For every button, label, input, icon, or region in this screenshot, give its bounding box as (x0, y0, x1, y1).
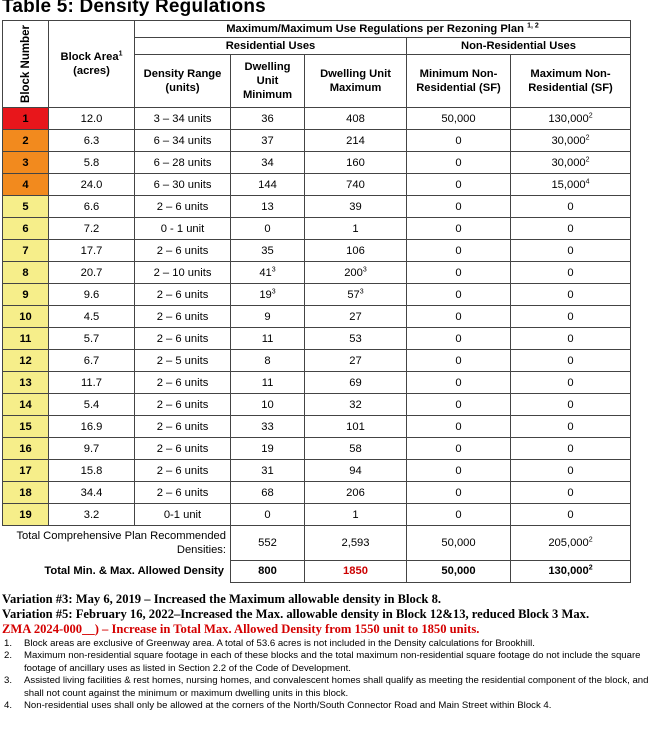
total-allowed-label: Total Min. & Max. Allowed Density (44, 565, 224, 577)
density-range-cell: 3 – 34 units (135, 108, 231, 130)
du-min-cell: 0 (231, 504, 305, 526)
du-max-cell: 740 (305, 174, 407, 196)
density-range-cell: 2 – 6 units (135, 394, 231, 416)
density-range-cell: 2 – 6 units (135, 240, 231, 262)
block-number-cell: 12 (3, 350, 49, 372)
block-area-cell: 20.7 (49, 262, 135, 284)
block-area-cell: 6.7 (49, 350, 135, 372)
variation-3-note: Variation #3: May 6, 2019 – Increased the Maximum allowable density in Block 8. (2, 592, 442, 606)
max-nonres-cell: 0 (511, 284, 631, 306)
du-maximum-header: Dwelling Unit Maximum (305, 55, 407, 108)
block-area-cell: 7.2 (49, 218, 135, 240)
min-nonres-cell: 0 (407, 196, 511, 218)
block-area-cell: 17.7 (49, 240, 135, 262)
block-area-cell: 9.6 (49, 284, 135, 306)
table-row (3, 218, 631, 240)
density-range-cell: 2 – 6 units (135, 284, 231, 306)
max-nonres-cell: 0 (511, 460, 631, 482)
block-area-cell: 12.0 (49, 108, 135, 130)
density-range-cell: 0 - 1 unit (135, 218, 231, 240)
zma-note: ZMA 2024-000__) – Increase in Total Max. Allowed Density from 1550 unit to 1850 units. (2, 622, 480, 636)
du-min-cell: 31 (231, 460, 305, 482)
max-nonres-cell: 0 (511, 328, 631, 350)
block-number-cell: 3 (3, 152, 49, 174)
block-number-cell: 10 (3, 306, 49, 328)
max-nonres-cell: 0 (511, 416, 631, 438)
min-nonres-cell: 50,000 (407, 108, 511, 130)
min-nonres-cell: 0 (407, 130, 511, 152)
footnote-text: Non-residential uses shall only be allowed at the corners of the North/South Connector Road and Main Street within Block 4. (24, 700, 552, 712)
min-nonres-cell: 0 (407, 240, 511, 262)
min-nonres-cell: 0 (407, 460, 511, 482)
block-area-cell: 11.7 (49, 372, 135, 394)
du-min-cell: 19 (231, 438, 305, 460)
du-min-cell: 144 (231, 174, 305, 196)
max-nonres-cell: 130,000$^2$ (511, 108, 631, 130)
max-nonres-cell: 0 (511, 240, 631, 262)
footnote-number: 3. (4, 675, 13, 687)
max-nonres-cell: 0 (511, 350, 631, 372)
total-allowed-du-min: 800 (231, 560, 305, 582)
du-max-cell: 101 (305, 416, 407, 438)
du-min-cell: 9 (231, 306, 305, 328)
min-nonres-cell: 0 (407, 504, 511, 526)
min-nonres-cell: 0 (407, 174, 511, 196)
min-nonres-cell: 0 (407, 284, 511, 306)
block-area-cell: 6.6 (49, 196, 135, 218)
total-allowed-du-max: 1850 (305, 560, 407, 582)
block-number-cell: 16 (3, 438, 49, 460)
footnote-item (4, 675, 652, 700)
footnotes-list (4, 638, 652, 712)
density-range-cell: 2 – 6 units (135, 416, 231, 438)
max-nonres-cell: 0 (511, 196, 631, 218)
block-number-cell: 5 (3, 196, 49, 218)
block-number-cell: 18 (3, 482, 49, 504)
block-number-cell: 7 (3, 240, 49, 262)
block-number-cell: 11 (3, 328, 49, 350)
total-allowed-max-nonres: 130,000$^2$ (511, 560, 631, 582)
density-range-header: Density Range (units) (135, 55, 231, 108)
du-max-cell: 106 (305, 240, 407, 262)
table-row (3, 240, 631, 262)
footnote-number: 4. (4, 700, 13, 712)
footnote-number: 2. (4, 650, 13, 662)
table-row (3, 460, 631, 482)
density-range-cell: 6 – 34 units (135, 130, 231, 152)
density-range-cell: 2 – 10 units (135, 262, 231, 284)
max-nonres-cell: 0 (511, 504, 631, 526)
du-max-cell: 27 (305, 350, 407, 372)
block-number-cell: 14 (3, 394, 49, 416)
block-number-cell: 6 (3, 218, 49, 240)
non-residential-uses-header: Non-Residential Uses (407, 38, 631, 55)
du-max-cell: 214 (305, 130, 407, 152)
block-area-cell: 15.8 (49, 460, 135, 482)
du-max-cell: 58 (305, 438, 407, 460)
density-range-cell: 2 – 6 units (135, 372, 231, 394)
block-area-cell: 24.0 (49, 174, 135, 196)
du-max-cell: 206 (305, 482, 407, 504)
block-area-cell: 4.5 (49, 306, 135, 328)
residential-uses-header: Residential Uses (135, 38, 407, 55)
du-min-cell: 37 (231, 130, 305, 152)
du-min-cell: $41^3$ (231, 262, 305, 284)
total-plan-label: Total Comprehensive Plan Recommended Densities: (3, 526, 231, 561)
min-nonres-cell: 0 (407, 218, 511, 240)
footnote-text: Assisted living facilities & rest homes, nursing homes, and convalescent homes shall qualify as meeting the residential component of the block, and shall not count against the minimum or maximum dwelling units in this block. (24, 675, 649, 699)
min-nonres-cell: 0 (407, 438, 511, 460)
density-range-cell: 0-1 unit (135, 504, 231, 526)
total-plan-min-nonres: 50,000 (407, 526, 511, 561)
du-min-cell: 35 (231, 240, 305, 262)
footnote-item (4, 700, 652, 712)
block-number-cell: 17 (3, 460, 49, 482)
footnote-text: Maximum non-residential square footage in each of these blocks and the total maximum non-residential square footage do not include the square footage of ancillary uses as listed in Section 2.2 of the Code of Development. (24, 650, 641, 674)
density-range-cell: 2 – 5 units (135, 350, 231, 372)
du-max-cell: 32 (305, 394, 407, 416)
density-range-cell: 2 – 6 units (135, 438, 231, 460)
du-min-cell: 10 (231, 394, 305, 416)
du-max-cell: 408 (305, 108, 407, 130)
table-row (3, 284, 631, 306)
block-number-cell: 19 (3, 504, 49, 526)
table-row (3, 504, 631, 526)
du-minimum-header: Dwelling Unit Minimum (231, 55, 305, 108)
block-number-cell: 8 (3, 262, 49, 284)
footnote-item (4, 650, 652, 675)
du-min-cell: $19^3$ (231, 284, 305, 306)
max-nonres-cell: 0 (511, 372, 631, 394)
du-min-cell: 11 (231, 328, 305, 350)
table-row (3, 394, 631, 416)
max-nonres-cell: 0 (511, 394, 631, 416)
max-nonres-cell: 0 (511, 262, 631, 284)
block-area-cell: 9.7 (49, 438, 135, 460)
page-title: Table 5: Density Regulations (2, 0, 266, 17)
block-number-cell: 9 (3, 284, 49, 306)
du-min-cell: 8 (231, 350, 305, 372)
max-nonres-cell: 0 (511, 218, 631, 240)
footnote-text: Block areas are exclusive of Greenway area. A total of 53.6 acres is not included in the Density calculations for Brookhill. (24, 638, 535, 649)
max-nonres-cell: 0 (511, 482, 631, 504)
du-max-cell: 1 (305, 504, 407, 526)
du-min-cell: 68 (231, 482, 305, 504)
table-row (3, 350, 631, 372)
table-row (3, 438, 631, 460)
min-nonres-cell: 0 (407, 394, 511, 416)
block-number-header: Block Number (3, 21, 49, 108)
table-row (3, 152, 631, 174)
max-nonres-header: Maximum Non-Residential (SF) (511, 55, 631, 108)
max-nonres-cell: 0 (511, 438, 631, 460)
density-range-cell: 2 – 6 units (135, 306, 231, 328)
min-nonres-header: Minimum Non-Residential (SF) (407, 55, 511, 108)
density-range-cell: 6 – 30 units (135, 174, 231, 196)
block-number-cell: 2 (3, 130, 49, 152)
min-nonres-cell: 0 (407, 482, 511, 504)
du-max-cell: 160 (305, 152, 407, 174)
block-area-cell: 5.4 (49, 394, 135, 416)
du-min-cell: 11 (231, 372, 305, 394)
max-nonres-cell: 15,000$^4$ (511, 174, 631, 196)
table-row (3, 108, 631, 130)
du-max-cell: 53 (305, 328, 407, 350)
du-min-cell: 0 (231, 218, 305, 240)
density-regulations-table (2, 20, 631, 583)
density-range-cell: 2 – 6 units (135, 460, 231, 482)
table-row (3, 482, 631, 504)
min-nonres-cell: 0 (407, 372, 511, 394)
block-number-cell: 1 (3, 108, 49, 130)
table-row (3, 416, 631, 438)
footnote-item (4, 638, 652, 650)
block-number-cell: 15 (3, 416, 49, 438)
table-row (3, 328, 631, 350)
footnote-number: 1. (4, 638, 13, 649)
min-nonres-cell: 0 (407, 262, 511, 284)
block-area-header: Block Area$^1$ (acres) (49, 21, 135, 108)
du-max-cell: $57^3$ (305, 284, 407, 306)
min-nonres-cell: 0 (407, 328, 511, 350)
du-min-cell: 34 (231, 152, 305, 174)
density-range-cell: 6 – 28 units (135, 152, 231, 174)
min-nonres-cell: 0 (407, 350, 511, 372)
total-allowed-min-nonres: 50,000 (407, 560, 511, 582)
block-number-cell: 13 (3, 372, 49, 394)
table-row (3, 196, 631, 218)
du-max-cell: 39 (305, 196, 407, 218)
table-row (3, 262, 631, 284)
min-nonres-cell: 0 (407, 416, 511, 438)
max-nonres-cell: 30,000$^2$ (511, 152, 631, 174)
block-area-cell: 3.2 (49, 504, 135, 526)
block-area-cell: 5.7 (49, 328, 135, 350)
du-max-cell: 69 (305, 372, 407, 394)
du-max-cell: $200^3$ (305, 262, 407, 284)
block-number-cell: 4 (3, 174, 49, 196)
min-nonres-cell: 0 (407, 152, 511, 174)
block-area-cell: 34.4 (49, 482, 135, 504)
total-plan-du-min: 552 (231, 526, 305, 561)
du-min-cell: 33 (231, 416, 305, 438)
max-nonres-cell: 0 (511, 306, 631, 328)
table-row (3, 372, 631, 394)
du-max-cell: 1 (305, 218, 407, 240)
density-range-cell: 2 – 6 units (135, 328, 231, 350)
max-nonres-cell: 30,000$^2$ (511, 130, 631, 152)
du-max-cell: 27 (305, 306, 407, 328)
rezoning-plan-header: Maximum/Maximum Use Regulations per Rezoning Plan $^{1, 2}$ (135, 21, 631, 38)
table-row (3, 130, 631, 152)
total-plan-max-nonres: 205,000$^2$ (511, 526, 631, 561)
density-range-cell: 2 – 6 units (135, 196, 231, 218)
min-nonres-cell: 0 (407, 306, 511, 328)
block-area-cell: 6.3 (49, 130, 135, 152)
du-max-cell: 94 (305, 460, 407, 482)
block-area-cell: 5.8 (49, 152, 135, 174)
total-plan-du-max: 2,593 (305, 526, 407, 561)
density-range-cell: 2 – 6 units (135, 482, 231, 504)
table-row (3, 306, 631, 328)
du-min-cell: 13 (231, 196, 305, 218)
variation-5-note: Variation #5: February 16, 2022–Increased the Max. allowable density in Block 12&13, reduced Block 3 Max. (2, 607, 590, 621)
table-row (3, 174, 631, 196)
block-area-cell: 16.9 (49, 416, 135, 438)
du-min-cell: 36 (231, 108, 305, 130)
